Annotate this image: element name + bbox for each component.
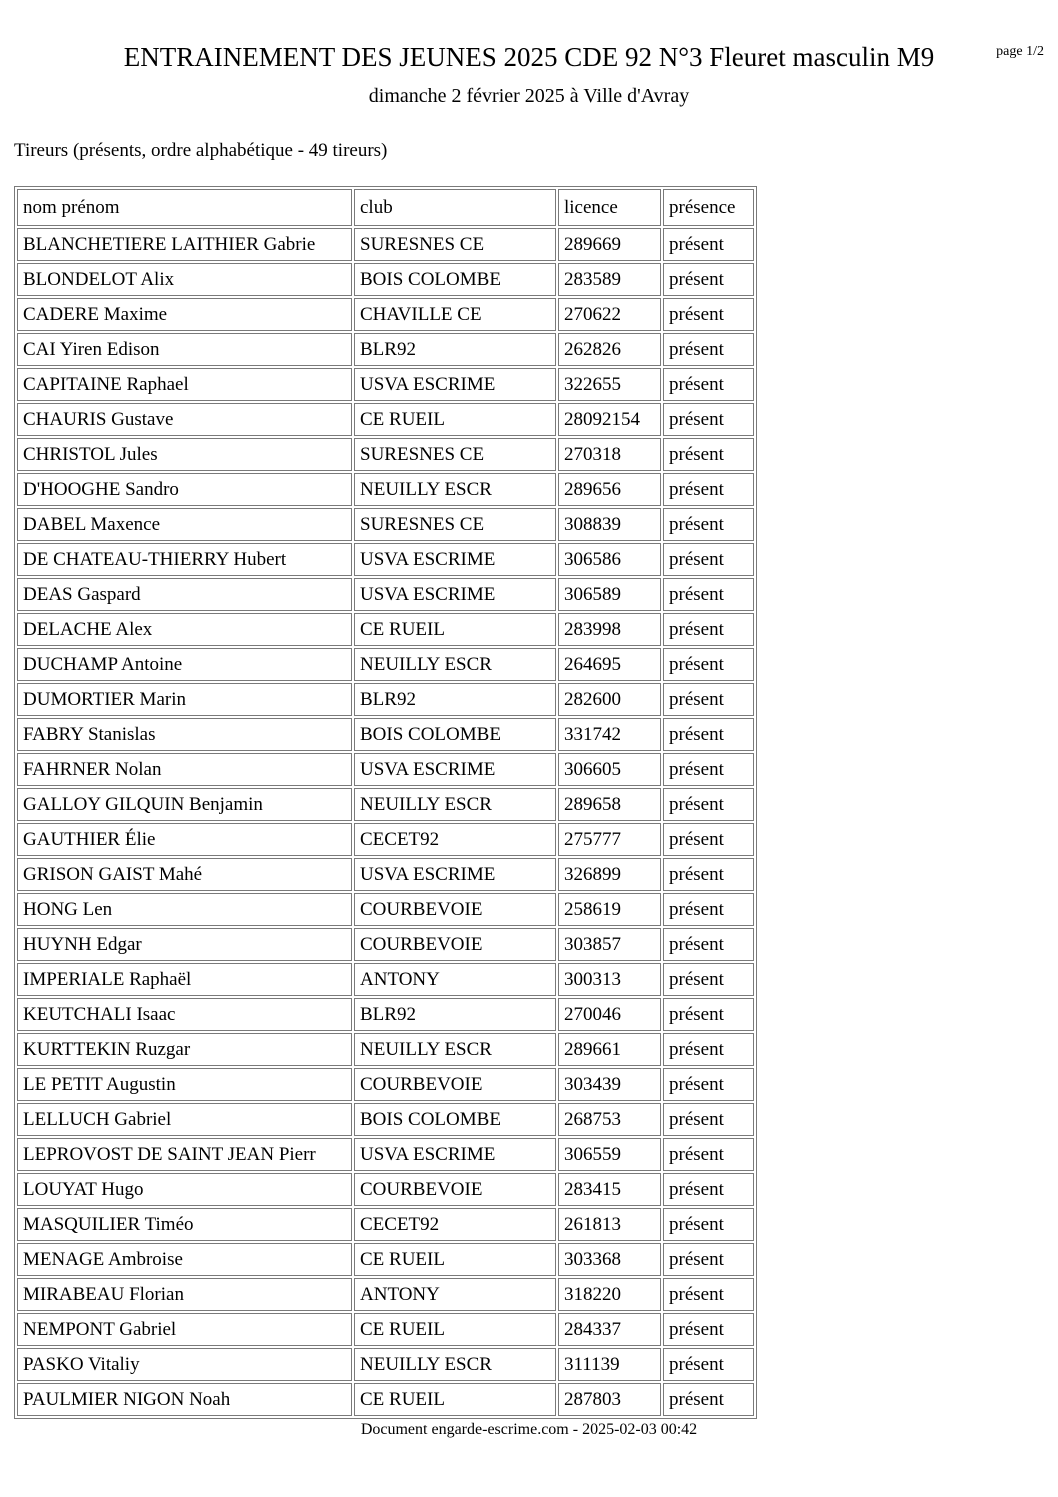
document-footer: Document engarde-escrime.com - 2025-02-03 00:42 [360, 1421, 698, 1438]
cell-licence: 318220 [558, 1278, 661, 1311]
cell-presence: présent [663, 543, 754, 576]
cell-licence: 283415 [558, 1173, 661, 1206]
cell-club: COURBEVOIE [354, 1068, 556, 1101]
cell-name: BLONDELOT Alix [17, 263, 352, 296]
cell-club: CE RUEIL [354, 403, 556, 436]
cell-presence: présent [663, 788, 754, 821]
table-row [17, 1383, 754, 1416]
cell-licence: 287803 [558, 1383, 661, 1416]
cell-name: FAHRNER Nolan [17, 753, 352, 786]
cell-licence: 289656 [558, 473, 661, 506]
cell-presence: présent [663, 228, 754, 261]
table-row [17, 928, 754, 961]
cell-licence: 311139 [558, 1348, 661, 1381]
cell-name: LE PETIT Augustin [17, 1068, 352, 1101]
table-row [17, 1313, 754, 1346]
cell-presence: présent [663, 1243, 754, 1276]
cell-name: LOUYAT Hugo [17, 1173, 352, 1206]
cell-club: NEUILLY ESCR [354, 648, 556, 681]
cell-licence: 289669 [558, 228, 661, 261]
cell-club: USVA ESCRIME [354, 368, 556, 401]
cell-licence: 322655 [558, 368, 661, 401]
cell-presence: présent [663, 1278, 754, 1311]
cell-name: KURTTEKIN Ruzgar [17, 1033, 352, 1066]
cell-name: MIRABEAU Florian [17, 1278, 352, 1311]
cell-presence: présent [663, 1313, 754, 1346]
cell-licence: 283589 [558, 263, 661, 296]
cell-presence: présent [663, 648, 754, 681]
cell-club: BOIS COLOMBE [354, 263, 556, 296]
cell-licence: 303857 [558, 928, 661, 961]
cell-licence: 268753 [558, 1103, 661, 1136]
column-header-name: nom prénom [17, 189, 352, 226]
event-date-location: dimanche 2 février 2025 à Ville d'Avray [368, 85, 690, 107]
table-row [17, 228, 754, 261]
cell-presence: présent [663, 998, 754, 1031]
cell-presence: présent [663, 1068, 754, 1101]
cell-club: USVA ESCRIME [354, 753, 556, 786]
cell-club: NEUILLY ESCR [354, 788, 556, 821]
table-row [17, 473, 754, 506]
cell-club: BOIS COLOMBE [354, 1103, 556, 1136]
cell-licence: 326899 [558, 858, 661, 891]
table-row [17, 1138, 754, 1171]
cell-name: PASKO Vitaliy [17, 1348, 352, 1381]
cell-club: CECET92 [354, 1208, 556, 1241]
cell-club: USVA ESCRIME [354, 543, 556, 576]
cell-club: NEUILLY ESCR [354, 473, 556, 506]
cell-licence: 306589 [558, 578, 661, 611]
cell-presence: présent [663, 508, 754, 541]
table-row [17, 333, 754, 366]
table-row [17, 438, 754, 471]
cell-club: BLR92 [354, 998, 556, 1031]
cell-licence: 306559 [558, 1138, 661, 1171]
cell-club: SURESNES CE [354, 438, 556, 471]
cell-club: ANTONY [354, 963, 556, 996]
cell-club: ANTONY [354, 1278, 556, 1311]
cell-club: CHAVILLE CE [354, 298, 556, 331]
table-row [17, 998, 754, 1031]
table-row [17, 893, 754, 926]
table-row [17, 1278, 754, 1311]
cell-name: IMPERIALE Raphaël [17, 963, 352, 996]
page-indicator: page 1/2 [996, 44, 1044, 59]
cell-name: PAULMIER NIGON Noah [17, 1383, 352, 1416]
cell-name: HUYNH Edgar [17, 928, 352, 961]
cell-club: CE RUEIL [354, 1313, 556, 1346]
table-row [17, 1033, 754, 1066]
cell-name: KEUTCHALI Isaac [17, 998, 352, 1031]
cell-licence: 331742 [558, 718, 661, 751]
cell-club: USVA ESCRIME [354, 578, 556, 611]
cell-club: CE RUEIL [354, 1243, 556, 1276]
cell-name: GRISON GAIST Mahé [17, 858, 352, 891]
table-header-row [17, 189, 754, 226]
table-row [17, 858, 754, 891]
cell-club: CE RUEIL [354, 1383, 556, 1416]
cell-club: COURBEVOIE [354, 893, 556, 926]
table-row [17, 1243, 754, 1276]
cell-presence: présent [663, 1103, 754, 1136]
cell-licence: 282600 [558, 683, 661, 716]
cell-name: DUMORTIER Marin [17, 683, 352, 716]
cell-presence: présent [663, 438, 754, 471]
cell-club: USVA ESCRIME [354, 858, 556, 891]
cell-name: LEPROVOST DE SAINT JEAN Pierr [17, 1138, 352, 1171]
table-row [17, 613, 754, 646]
page-title: ENTRAINEMENT DES JEUNES 2025 CDE 92 N°3 Fleuret masculin M9 [123, 42, 935, 72]
table-row [17, 753, 754, 786]
cell-presence: présent [663, 1383, 754, 1416]
cell-club: SURESNES CE [354, 228, 556, 261]
cell-name: NEMPONT Gabriel [17, 1313, 352, 1346]
table-row [17, 963, 754, 996]
cell-presence: présent [663, 368, 754, 401]
cell-club: NEUILLY ESCR [354, 1348, 556, 1381]
cell-name: GAUTHIER Élie [17, 823, 352, 856]
cell-presence: présent [663, 613, 754, 646]
table-row [17, 823, 754, 856]
cell-presence: présent [663, 1348, 754, 1381]
cell-presence: présent [663, 1033, 754, 1066]
cell-presence: présent [663, 1173, 754, 1206]
table-row [17, 788, 754, 821]
cell-licence: 275777 [558, 823, 661, 856]
cell-presence: présent [663, 333, 754, 366]
table-row [17, 1208, 754, 1241]
table-row [17, 648, 754, 681]
section-heading-tireurs: Tireurs (présents, ordre alphabétique - 49 tireurs) [14, 140, 388, 161]
table-row [17, 368, 754, 401]
cell-presence: présent [663, 963, 754, 996]
table-body [17, 228, 754, 1416]
column-header-club: club [354, 189, 556, 226]
cell-name: D'HOOGHE Sandro [17, 473, 352, 506]
cell-licence: 306586 [558, 543, 661, 576]
cell-name: LELLUCH Gabriel [17, 1103, 352, 1136]
cell-club: SURESNES CE [354, 508, 556, 541]
table-row [17, 543, 754, 576]
cell-name: DELACHE Alex [17, 613, 352, 646]
table-row [17, 508, 754, 541]
cell-licence: 270622 [558, 298, 661, 331]
table-row [17, 1068, 754, 1101]
cell-name: CHAURIS Gustave [17, 403, 352, 436]
cell-licence: 264695 [558, 648, 661, 681]
fencers-table [14, 186, 757, 1419]
cell-presence: présent [663, 928, 754, 961]
cell-club: USVA ESCRIME [354, 1138, 556, 1171]
cell-licence: 303439 [558, 1068, 661, 1101]
cell-licence: 283998 [558, 613, 661, 646]
cell-club: BLR92 [354, 683, 556, 716]
cell-presence: présent [663, 718, 754, 751]
table-row [17, 578, 754, 611]
cell-presence: présent [663, 298, 754, 331]
cell-licence: 261813 [558, 1208, 661, 1241]
cell-presence: présent [663, 1208, 754, 1241]
cell-licence: 300313 [558, 963, 661, 996]
cell-name: DE CHATEAU-THIERRY Hubert [17, 543, 352, 576]
table-row [17, 263, 754, 296]
cell-presence: présent [663, 823, 754, 856]
column-header-presence: présence [663, 189, 754, 226]
cell-licence: 28092154 [558, 403, 661, 436]
cell-name: DABEL Maxence [17, 508, 352, 541]
cell-club: COURBEVOIE [354, 1173, 556, 1206]
cell-club: COURBEVOIE [354, 928, 556, 961]
cell-name: CHRISTOL Jules [17, 438, 352, 471]
cell-licence: 270046 [558, 998, 661, 1031]
cell-licence: 308839 [558, 508, 661, 541]
cell-name: DUCHAMP Antoine [17, 648, 352, 681]
cell-name: FABRY Stanislas [17, 718, 352, 751]
cell-licence: 306605 [558, 753, 661, 786]
cell-club: CE RUEIL [354, 613, 556, 646]
cell-presence: présent [663, 578, 754, 611]
cell-name: MENAGE Ambroise [17, 1243, 352, 1276]
table-row [17, 1348, 754, 1381]
table-row [17, 683, 754, 716]
cell-club: BOIS COLOMBE [354, 718, 556, 751]
cell-licence: 262826 [558, 333, 661, 366]
cell-licence: 289661 [558, 1033, 661, 1066]
cell-name: CAPITAINE Raphael [17, 368, 352, 401]
cell-presence: présent [663, 1138, 754, 1171]
cell-club: NEUILLY ESCR [354, 1033, 556, 1066]
table-row [17, 1173, 754, 1206]
cell-licence: 303368 [558, 1243, 661, 1276]
table-row [17, 718, 754, 751]
cell-presence: présent [663, 753, 754, 786]
cell-club: CECET92 [354, 823, 556, 856]
cell-name: DEAS Gaspard [17, 578, 352, 611]
cell-licence: 258619 [558, 893, 661, 926]
cell-licence: 289658 [558, 788, 661, 821]
cell-name: CAI Yiren Edison [17, 333, 352, 366]
cell-club: BLR92 [354, 333, 556, 366]
cell-presence: présent [663, 683, 754, 716]
table-row [17, 298, 754, 331]
table-row [17, 1103, 754, 1136]
cell-licence: 270318 [558, 438, 661, 471]
column-header-licence: licence [558, 189, 661, 226]
cell-name: GALLOY GILQUIN Benjamin [17, 788, 352, 821]
cell-licence: 284337 [558, 1313, 661, 1346]
cell-name: HONG Len [17, 893, 352, 926]
cell-presence: présent [663, 893, 754, 926]
cell-name: CADERE Maxime [17, 298, 352, 331]
table-row [17, 403, 754, 436]
cell-name: MASQUILIER Timéo [17, 1208, 352, 1241]
cell-presence: présent [663, 473, 754, 506]
cell-presence: présent [663, 858, 754, 891]
cell-presence: présent [663, 403, 754, 436]
cell-name: BLANCHETIERE LAITHIER Gabrie [17, 228, 352, 261]
cell-presence: présent [663, 263, 754, 296]
